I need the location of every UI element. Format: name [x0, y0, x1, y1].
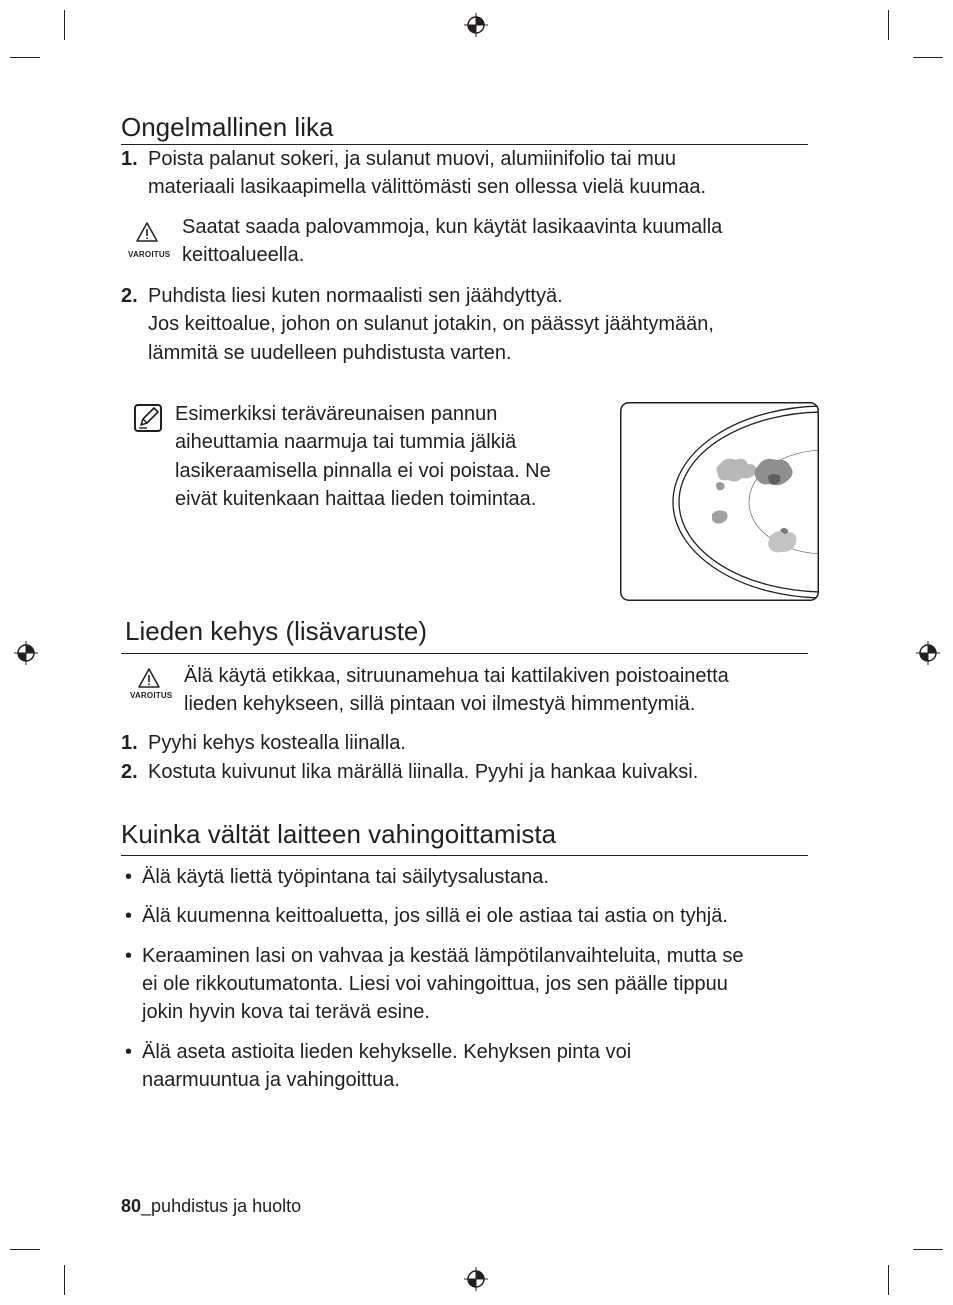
crop-mark [10, 57, 40, 58]
warning-text-line: keittoalueella. [182, 244, 305, 266]
bullet-text-line: Keraaminen lasi on vahvaa ja kestää lämpötilanvaihteluita, mutta se [142, 945, 744, 967]
cooktop-stains-illustration [620, 402, 819, 601]
warning-triangle-icon [137, 667, 161, 689]
step-text-line: Puhdista liesi kuten normaalisti sen jäähdyttyä. [148, 285, 563, 307]
bullet-text-line: Älä käytä liettä työpintana tai säilytysalustana. [142, 866, 549, 888]
page-footer [121, 1196, 301, 1217]
warning-text-line: lieden kehykseen, sillä pintaan voi ilmestyä himmentymiä. [184, 693, 696, 715]
warning-label: VAROITUS [130, 691, 173, 700]
crop-mark [888, 10, 889, 40]
step-text-line: Kostuta kuivunut lika märällä liinalla. Pyyhi ja hankaa kuivaksi. [148, 761, 699, 783]
section-heading: Kuinka vältät laitteen vahingoittamista [121, 819, 557, 849]
step-number: 1. [121, 148, 138, 170]
bullet-text-line: ei ole rikkoutumatonta. Liesi voi vahingoittua, jos sen päälle tippuu [142, 973, 728, 995]
step-number: 2. [121, 285, 138, 307]
bullet-marker: • [125, 1041, 133, 1063]
registration-mark-icon [14, 641, 38, 665]
note-text-line: lasikeraamisella pinnalla ei voi poistaa. Ne [175, 460, 551, 482]
registration-mark-icon [464, 13, 488, 37]
step-text-line: Poista palanut sokeri, ja sulanut muovi, alumiinifolio tai muu [148, 148, 677, 170]
step-text-line: materiaali lasikaapimella välittömästi sen ollessa vielä kuumaa. [148, 176, 707, 198]
crop-mark [64, 1265, 65, 1295]
warning-label: VAROITUS [128, 250, 171, 259]
registration-mark-icon [464, 1267, 488, 1291]
bullet-marker: • [125, 866, 133, 888]
bullet-text-line: jokin hyvin kova tai terävä esine. [142, 1001, 430, 1023]
crop-mark [913, 1249, 943, 1250]
crop-mark [10, 1249, 40, 1250]
warning-text-line: Älä käytä etikkaa, sitruunamehua tai kattilakiven poistoainetta [184, 665, 729, 687]
bullet-text-line: Älä aseta astioita lieden kehykselle. Kehyksen pinta voi [142, 1041, 632, 1063]
bullet-marker: • [125, 945, 133, 967]
bullet-text-line: Älä kuumenna keittoaluetta, jos sillä ei ole astiaa tai astia on tyhjä. [142, 905, 728, 927]
crop-mark [913, 57, 943, 58]
registration-mark-icon [916, 641, 940, 665]
warning-triangle-icon [135, 221, 159, 243]
section-heading: Ongelmallinen lika [121, 112, 334, 142]
step-number: 1. [121, 732, 138, 754]
warning-text-line: Saatat saada palovammoja, kun käytät lasikaavinta kuumalla [182, 216, 723, 238]
heading-rule [121, 653, 808, 654]
note-text-line: aiheuttamia naarmuja tai tummia jälkiä [175, 431, 517, 453]
heading-rule [121, 855, 808, 856]
step-text-line: lämmitä se uudelleen puhdistusta varten. [148, 342, 512, 364]
bullet-text-line: naarmuuntua ja vahingoittua. [142, 1069, 400, 1091]
footer-section-name: _puhdistus ja huolto [141, 1196, 302, 1216]
step-number: 2. [121, 761, 138, 783]
step-text-line: Jos keittoalue, johon on sulanut jotakin, on päässyt jäähtymään, [148, 313, 714, 335]
note-text-line: eivät kuitenkaan haittaa lieden toimintaa. [175, 488, 537, 510]
page-number: 80 [121, 1196, 142, 1216]
note-text-line: Esimerkiksi teräväreunaisen pannun [175, 403, 498, 425]
crop-mark [888, 1265, 889, 1295]
step-text-line: Pyyhi kehys kostealla liinalla. [148, 732, 406, 754]
bullet-marker: • [125, 905, 133, 927]
crop-mark [64, 10, 65, 40]
section-heading: Lieden kehys (lisävaruste) [125, 616, 428, 646]
note-pencil-icon [133, 403, 163, 433]
